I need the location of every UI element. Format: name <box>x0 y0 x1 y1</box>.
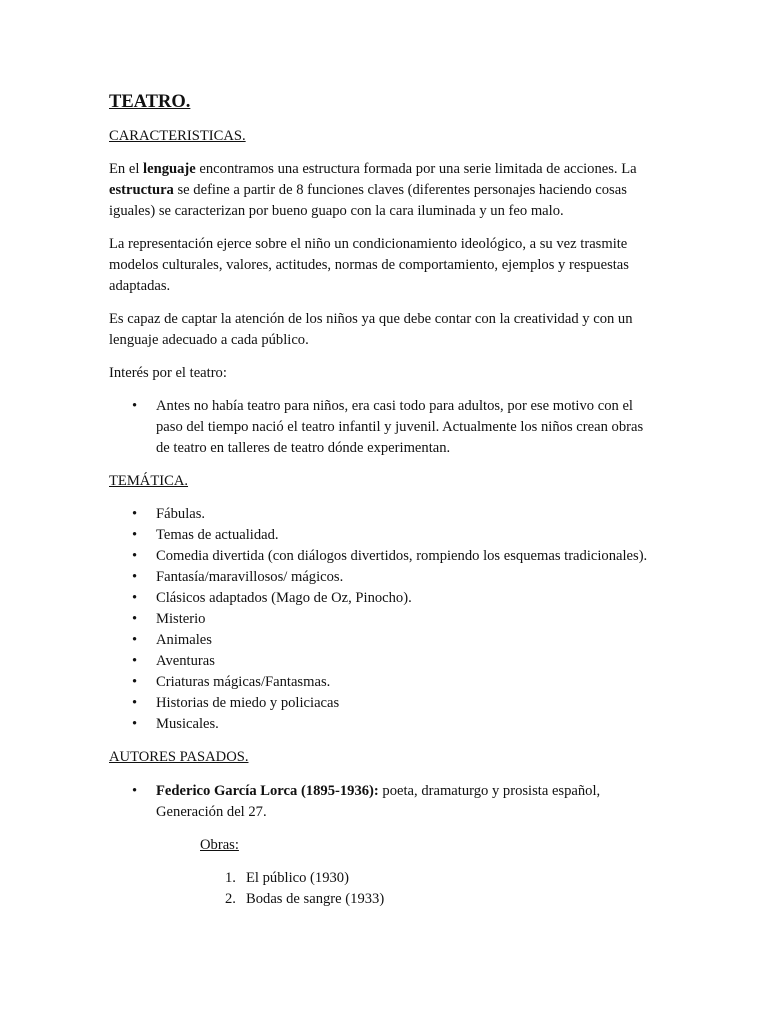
list-item: • Fábulas. <box>109 504 654 525</box>
list-item: • Animales <box>109 630 654 651</box>
paragraph-lenguaje <box>109 159 654 222</box>
list-number: 2. <box>225 891 236 907</box>
page-title: TEATRO. <box>109 92 191 112</box>
text-run: se define a partir de 8 funciones claves (diferentes personajes haciendo cosas iguales) se caracterizan por bueno guapo con la cara iluminada y un feo malo. <box>109 182 627 219</box>
list-item: • Criaturas mágicas/Fantasmas. <box>109 672 654 693</box>
text-run: En el <box>109 161 144 177</box>
list-item: • Fantasía/maravillosos/ mágicos. <box>109 567 654 588</box>
section-heading-tematica: TEMÁTICA. <box>109 473 189 489</box>
list-item: • Misterio <box>109 609 654 630</box>
obra-title: Bodas de sangre (1933) <box>246 891 385 907</box>
list-item-author <box>109 781 654 823</box>
list-item: • Musicales. <box>109 714 654 735</box>
list-item: • Comedia divertida (con diálogos divertidos, rompiendo los esquemas tradicionales). <box>109 546 654 567</box>
obras-label: Obras: <box>200 837 239 853</box>
obras-list <box>225 868 654 910</box>
autores-list <box>109 781 654 823</box>
interes-label: Interés por el teatro: <box>109 365 227 381</box>
list-item: • Clásicos adaptados (Mago de Oz, Pinocho). <box>109 588 654 609</box>
list-item: • Historias de miedo y policiacas <box>109 693 654 714</box>
list-item: • Aventuras <box>109 651 654 672</box>
interes-list <box>109 396 654 459</box>
tematica-list <box>109 504 654 735</box>
text-run: encontramos una estructura formada por una serie limitada de acciones. La <box>195 161 637 177</box>
list-number: 1. <box>225 870 236 886</box>
list-item <box>225 868 654 889</box>
list-item: • Antes no había teatro para niños, era casi todo para adultos, por ese motivo con el paso del tiempo nació el teatro infantil y juvenil. Actualmente los niños crean obras de teatro en talleres de teatro dónde experimentan. <box>109 396 654 459</box>
section-heading-caracteristicas: CARACTERISTICAS. <box>109 128 246 144</box>
paragraph-representacion: La representación ejerce sobre el niño un condicionamiento ideológico, a su vez trasmite modelos culturales, valores, actitudes, normas de comportamiento, ejemplos y respuestas adaptadas. <box>109 236 629 294</box>
paragraph-atencion: Es capaz de captar la atención de los niños ya que debe contar con la creatividad y con un lenguaje adecuado a cada público. <box>109 311 633 348</box>
document-body <box>109 90 654 910</box>
obra-title: El público (1930) <box>246 870 349 886</box>
author-description: poeta, dramaturgo y prosista español, Generación del 27. <box>156 783 601 820</box>
bold-term-estructura: estructura <box>109 182 174 198</box>
bold-term-lenguaje: lenguaje <box>143 161 196 177</box>
list-item: • Temas de actualidad. <box>109 525 654 546</box>
section-heading-autores: AUTORES PASADOS. <box>109 749 249 765</box>
list-item <box>225 889 654 910</box>
author-name: Federico García Lorca (1895-1936): <box>156 783 379 799</box>
